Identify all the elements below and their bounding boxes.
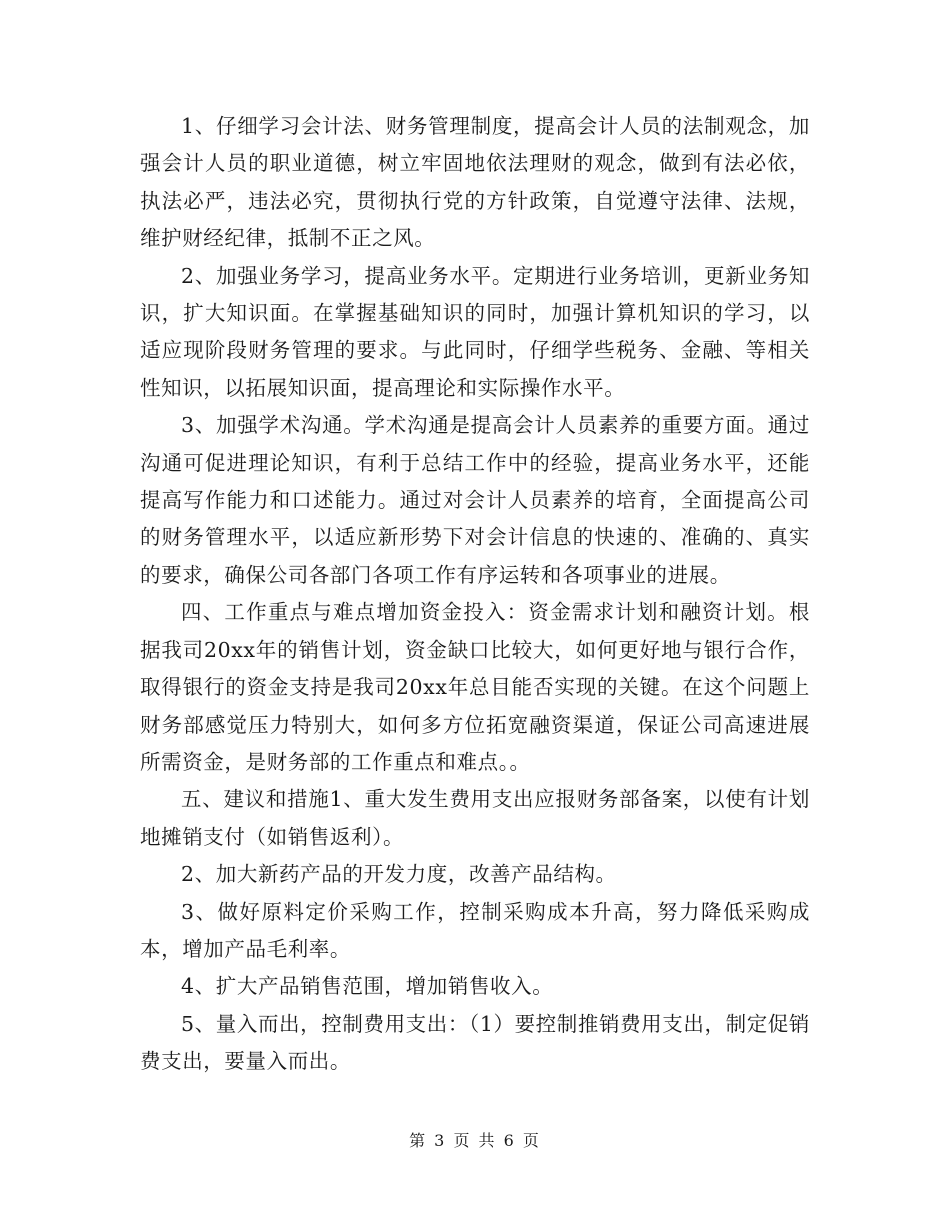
- paragraph-9: 5、量入而出，控制费用支出：（1）要控制推销费用支出，制定促销费支出，要量入而出。: [140, 1011, 810, 1074]
- page-number-footer: 第 3 页 共 6 页: [409, 1131, 541, 1150]
- paragraph-4: 四、工作重点与难点增加资金投入：资金需求计划和融资计划。根据我司20xx年的销售计划，资金缺口比较大，如何更好地与银行合作，取得银行的资金支持是我司20xx年总目能否实现的关键。在这个问题上财务部感觉压力特别大，如何多方位拓宽融资渠道，保证公司高速进展所需资金，是财务部的工作重点和难点。。: [140, 600, 810, 774]
- paragraph-5: 五、建议和措施1、重大发生费用支出应报财务部备案，以使有计划地摊销支付（如销售返利）。: [140, 787, 810, 849]
- document-body: [140, 108, 810, 1081]
- paragraph-3: 3、加强学术沟通。学术沟通是提高会计人员素养的重要方面。通过沟通可促进理论知识，有利于总结工作中的经验，提高业务水平，还能提高写作能力和口述能力。通过对会计人员素养的培育，全面提高公司的财务管理水平，以适应新形势下对会计信息的快速的、准确的、真实的要求，确保公司各部门各项工作有序运转和各项事业的进展。: [140, 413, 810, 587]
- paragraph-1: 1、仔细学习会计法、财务管理制度，提高会计人员的法制观念，加强会计人员的职业道德，树立牢固地依法理财的观念，做到有法必依，执法必严，违法必究，贯彻执行党的方针政策，自觉遵守法律、法规，维护财经纪律，抵制不正之风。: [140, 114, 810, 251]
- paragraph-2: 2、加强业务学习，提高业务水平。定期进行业务培训，更新业务知识，扩大知识面。在掌握基础知识的同时，加强计算机知识的学习，以适应现阶段财务管理的要求。与此同时，仔细学些税务、金融、等相关性知识，以拓展知识面，提高理论和实际操作水平。: [140, 263, 810, 400]
- paragraph-6: 2、加大新药产品的开发力度，改善产品结构。: [181, 862, 617, 887]
- paragraph-8: 4、扩大产品销售范围，增加销售收入。: [181, 974, 554, 999]
- paragraph-7: 3、做好原料定价采购工作，控制采购成本升高，努力降低采购成本，增加产品毛利率。: [140, 899, 810, 961]
